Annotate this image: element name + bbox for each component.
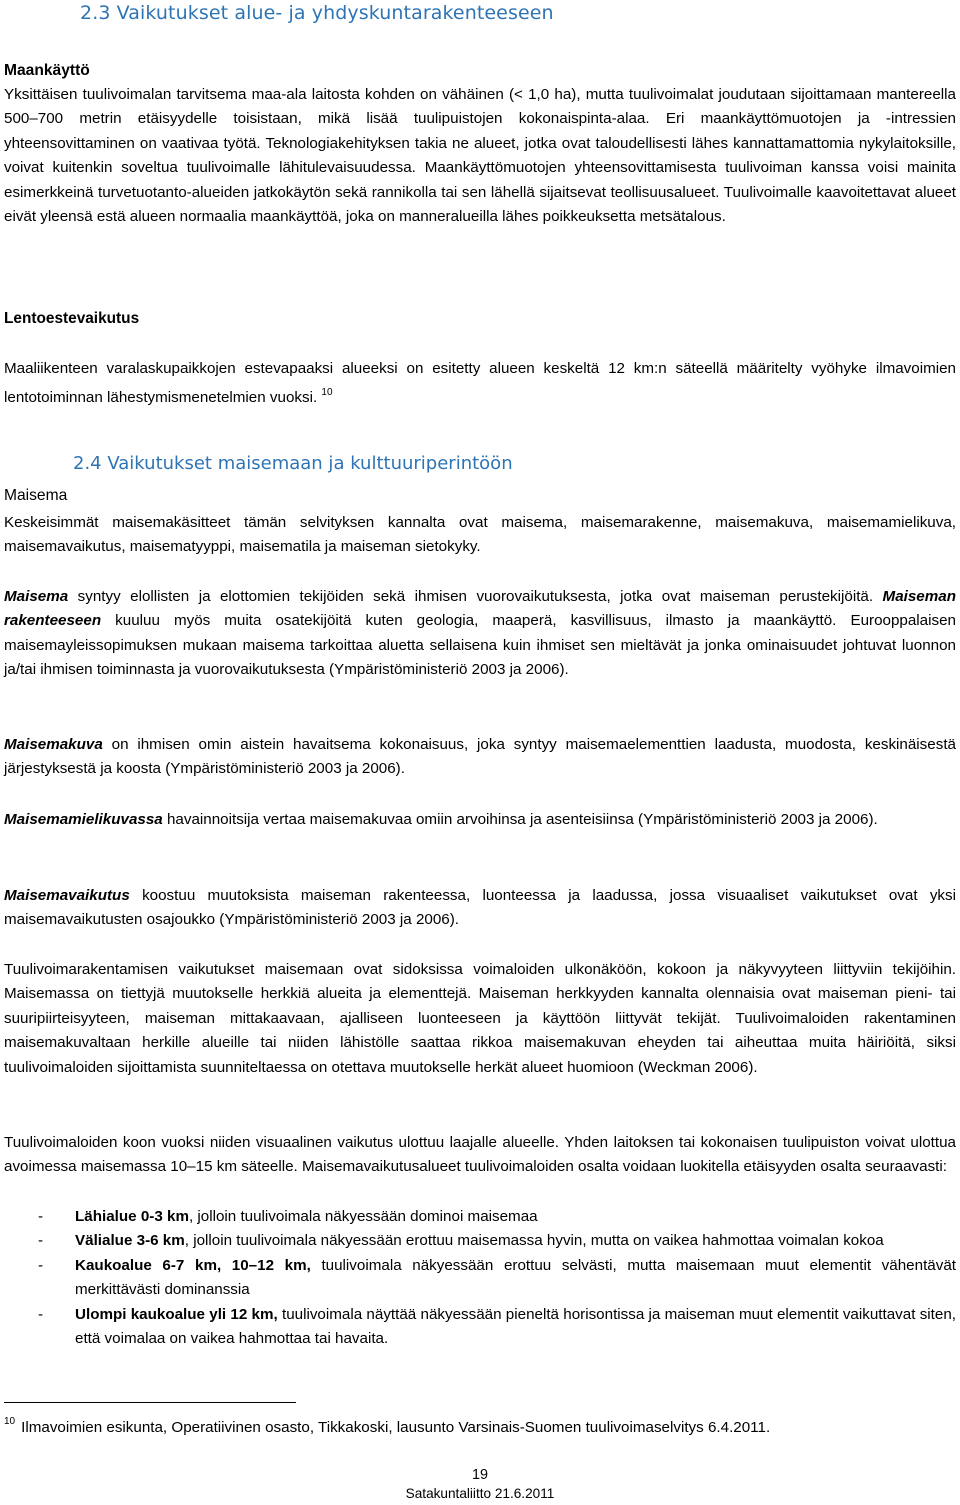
page-number: 19 (471, 1467, 488, 1483)
paragraph-text: koostuu muutoksista maiseman rakenteessa, luonteessa ja laadussa, jossa visuaaliset vaikutukset ovat yksi maisemavaikutusten osajoukko (Ympäristöministeriö 2003 ja 2006). (4, 887, 956, 929)
list-dash: - (38, 1232, 44, 1250)
section-heading-2-4: 2.4 Vaikutukset maisemaan ja kulttuuriperintöön (73, 453, 513, 474)
page-footer: Satakuntaliitto 21.6.2011 (405, 1486, 555, 1501)
paragraph (4, 83, 956, 229)
list-item-text: , jolloin tuulivoimala näkyessään dominoi maisemaa (188, 1208, 538, 1225)
footnote-text: Ilmavoimien esikunta, Operatiivinen osasto, Tikkakoski, lausunto Varsinais-Suomen tuulivoimaselvitys 6.4.2011. (21, 1419, 771, 1436)
footnote-number: 10 (4, 1416, 16, 1427)
list-item-term: Kaukoalue 6-7 km, 10–12 km, (75, 1256, 311, 1274)
section-heading-2-3: 2.3 Vaikutukset alue- ja yhdyskuntarakenteeseen (80, 2, 554, 24)
subheading-maankaytto: Maankäyttö (4, 62, 90, 79)
paragraph (4, 357, 956, 411)
paragraph (4, 585, 956, 683)
paragraph-text: havainnoitsija vertaa maisemakuvaa omiin arvoihinsa ja asenteisiinsa (Ympäristöministeriö 2003 ja 2006). (162, 811, 878, 828)
paragraph (4, 958, 956, 1080)
paragraph-text: Tuulivoimarakentamisen vaikutukset maisemaan ovat sidoksissa voimaloiden ulkonäköön, kokoon ja näkyvyyteen liittyviin tekijöihin. Maisemassa on tiettyjä muutokselle herkkiä alueita ja elementtejä. Maiseman herkkyyden kannalta olennaisia ovat maiseman pieni- tai suuripiirteisyyteen, maiseman mittakaavaan, ajalliseen luonteeseen ja käyttöön liittyvät tekijät. Tuulivoimaloiden rakentaminen maisemakuvaltaan herkille alueille tai niiden lähistölle saattaa rikkoa maisemakuvan eheyden tai aiheuttaa muita häiriöitä, siksi tuulivoimaloiden sijoittamista suunniteltaessa on otettava muutokselle herkät alueet huomioon (Weckman 2006). (4, 961, 956, 1076)
list-dash: - (38, 1208, 44, 1225)
term-maisema: Maisema (4, 588, 69, 605)
paragraph-text: Yksittäisen tuulivoimalan tarvitsema maa-ala laitosta kohden on vähäinen (< 1,0 ha), mutta tuulivoimalat joudutaan sijoittamaan mantereella 500–700 metrin etäisyydelle toisistaan, mikä lisää tuulipuistojen kokonaispinta-alaa. Eri maankäyttömuotojen ja -intressien yhteensovittaminen on vaativaa työtä. (4, 86, 956, 152)
paragraph (4, 808, 956, 832)
paragraph-text: Tuulivoimaloiden koon vuoksi niiden visuaalinen vaikutus ulottuu laajalle alueelle. Yhden laitoksen tai kokonaisen tuulipuiston voivat ulottua avoimessa maisemassa 10–15 km säteelle. Maisemavaikutusalueet tuulivoimaloiden osalta voidaan luokitella etäisyyden osalta seuraavasti: (4, 1134, 956, 1176)
footnote-reference[interactable]: 10 (321, 387, 333, 399)
list-item-term: Välialue 3-6 km (75, 1232, 185, 1250)
footnote-separator (4, 1402, 296, 1403)
paragraph-text: Keskeisimmät maisemakäsitteet tämän selvityksen kannalta ovat maisema, maisemarakenne, maisemakuva, maisemamielikuva, maisemavaikutus, maisematyyppi, maisematila ja maiseman sietokyky. (4, 514, 956, 556)
list-item (4, 1205, 956, 1229)
list-item-text: , jolloin tuulivoimala näkyessään erottuu maisemassa hyvin, mutta on vaikea hahmottaa voimalan kokoa (184, 1232, 884, 1250)
footnote (4, 1410, 956, 1440)
paragraph (4, 733, 956, 782)
subheading-lentoestevaikutus: Lentoestevaikutus (4, 310, 140, 327)
term-maisemakuva: Maisemakuva (4, 736, 103, 753)
list-item-text: tuulivoimala näyttää näkyessään pieneltä horisontissa ja maiseman muut elementit vaikuttavat siten, että voimalaa on vaikea hahmottaa tai havaita. (75, 1305, 956, 1348)
paragraph (4, 1131, 956, 1180)
list-item (4, 1229, 956, 1253)
term-maisemavaikutus: Maisemavaikutus (4, 887, 130, 904)
subheading-maisema: Maisema (4, 487, 68, 504)
distance-zone-list (4, 1205, 956, 1351)
paragraph-text: Teknologiakehityksen takia ne alueet, jotka ovat taloudellisesti lähes kannattamattomia nykylaitoksille, voivat kuitenkin soveltua tuulivoimalle lähitulevaisuudessa. Maankäyttömuotojen yhteensovittamisesta tuulivoiman kanssa voisi mainita esimerkkeinä turvetuotanto-alueiden jatkokäytön sekä rannikolla tai sen lähellä sijaitsevat teollisuusalueet. Tuulivoimalle kaavoitettavat alueet eivät yleensä estä alueen normaalia maankäyttöä, joka on manneralueilla lähes poikkeuksetta metsätalous. (4, 134, 957, 226)
paragraph (4, 511, 956, 560)
list-item-term: Ulompi kaukoalue yli 12 km, (75, 1305, 278, 1323)
list-item-text: tuulivoimala näkyessään erottuu selvästi, mutta maisemaan muut elementit vähentävät merkittävästi dominanssia (75, 1256, 956, 1299)
term-maisemamielikuvassa: Maisemamielikuvassa (4, 811, 163, 828)
paragraph-text: Maaliikenteen varalaskupaikkojen estevapaaksi alueeksi on esitetty alueen keskeltä 12 km:n säteellä määritelty vyöhyke ilmavoimien lentotoiminnan lähestymismenetelmien vuoksi. (4, 360, 956, 407)
term-maiseman-rakenteeseen: Maiseman rakenteeseen (4, 588, 956, 630)
list-item (4, 1254, 956, 1303)
list-item-term: Lähialue 0-3 km (75, 1208, 189, 1225)
list-item (4, 1303, 956, 1352)
list-dash: - (38, 1256, 44, 1274)
paragraph-text: on ihmisen omin aistein havaitsema kokonaisuus, joka syntyy maisemaelementtien laadusta, muodosta, keskinäisestä järjestyksestä ja koosta (Ympäristöministeriö 2003 ja 2006). (4, 736, 956, 778)
list-dash: - (38, 1305, 44, 1323)
paragraph-text: syntyy elollisten ja elottomien tekijöiden sekä ihmisen vuorovaikutuksesta, jotka ovat maiseman perustekijöitä. (68, 588, 883, 605)
paragraph-text: kuuluu myös muita osatekijöitä kuten geologia, maaperä, kasvillisuus, ilmasto ja maankäyttö. Eurooppalaisen maisemayleissopimuksen mukaan maisema tarkoittaa aluetta sellaisena kuin ihmiset sen mieltävät ja jonka ominaisuudet johtuvat luonnon ja/tai ihmisen toiminnasta ja vuorovaikutuksesta (Ympäristöministeriö 2003 ja 2006). (4, 612, 956, 679)
paragraph (4, 884, 956, 933)
